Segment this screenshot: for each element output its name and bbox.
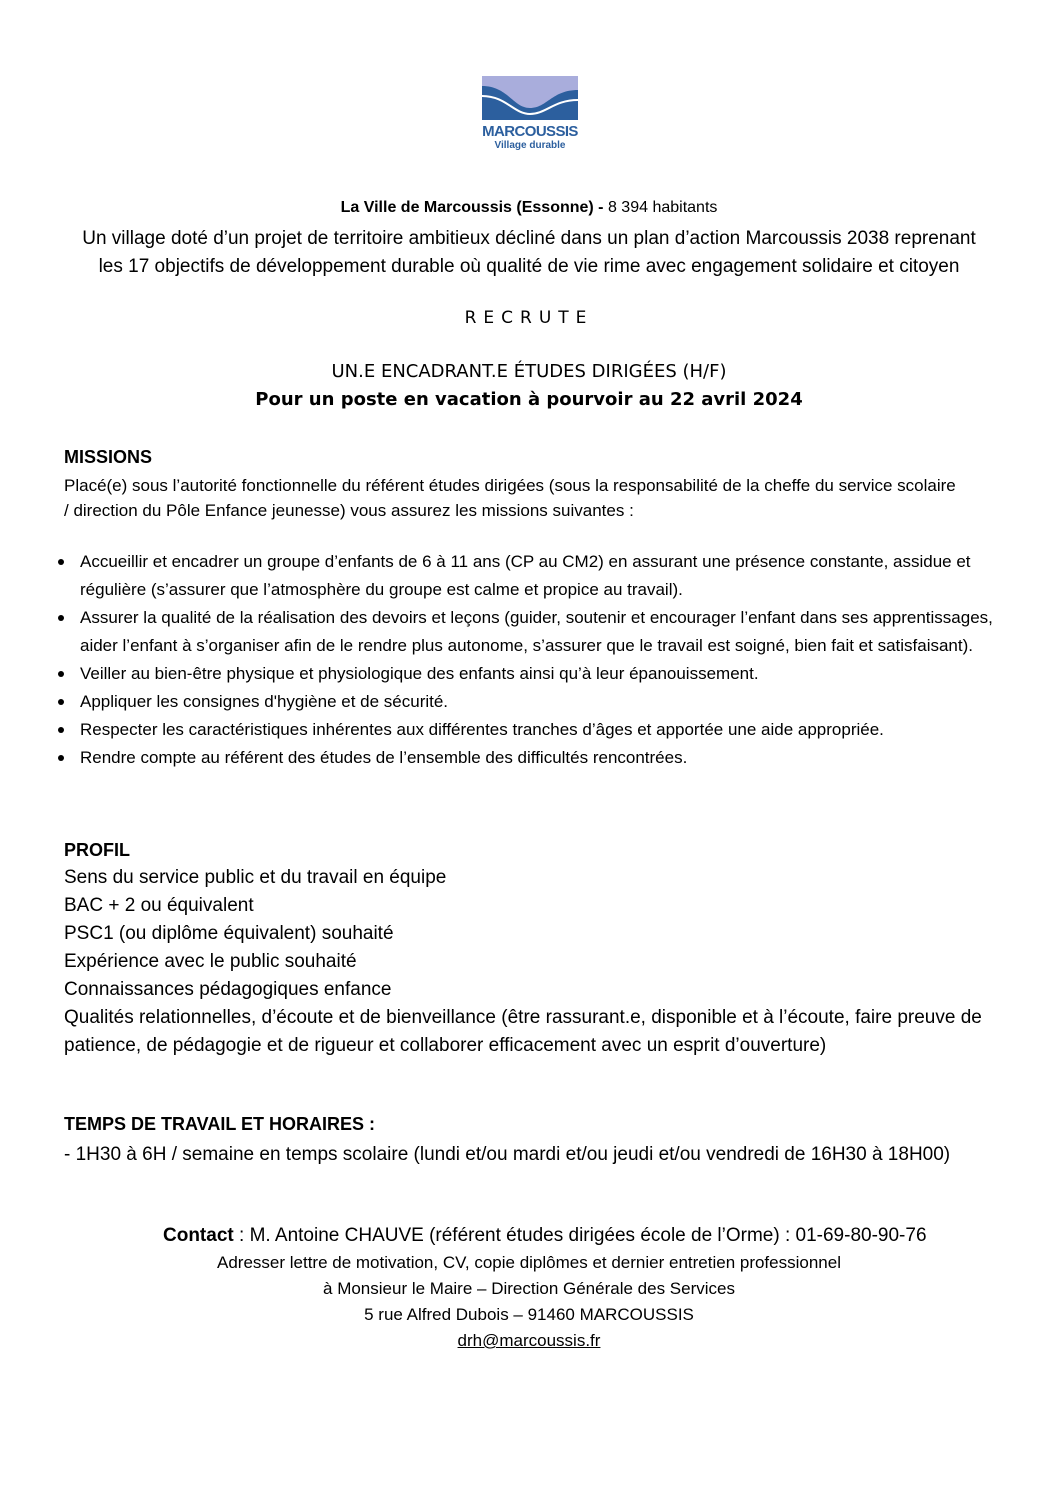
contact-address: 5 rue Alfred Dubois – 91460 MARCOUSSIS (364, 1305, 694, 1324)
bullet-icon (58, 727, 64, 733)
missions-title: MISSIONS (64, 447, 153, 467)
population: 8 394 habitants (603, 199, 718, 216)
mission-text: Rendre compte au référent des études de l’ensemble des difficultés rencontrées. (80, 748, 688, 767)
list-item (56, 744, 1006, 772)
profil-item: Qualités relationnelles, d’écoute et de bienveillance (être rassurant.e, disponible et à l’écoute, faire preuve de patience, de pédagogie et de rigueur et collaborer efficacement avec un esprit d’ouverture) (64, 1007, 982, 1056)
city-name: La Ville de Marcoussis (Essonne) - (340, 199, 604, 216)
marcoussis-logo (478, 76, 582, 168)
description-line-1: Un village doté d’un projet de territoire ambitieux décliné dans un plan d’action Marcoussis 2038 reprenant (82, 228, 976, 249)
job-title: UN.E ENCADRANT.E ÉTUDES DIRIGÉES (H/F) (331, 361, 727, 382)
mission-text: Respecter les caractéristiques inhérentes aux différentes tranches d’âges et apportée une aide appropriée. (80, 720, 884, 739)
list-item (56, 548, 1006, 604)
logo-name: MARCOUSSIS (482, 123, 578, 140)
missions-intro-line-2: / direction du Pôle Enfance jeunesse) vous assurez les missions suivantes : (64, 501, 634, 520)
job-subtitle: Pour un poste en vacation à pourvoir au 22 avril 2024 (255, 389, 803, 410)
contact-details: : M. Antoine CHAUVE (référent études dirigées école de l’Orme) : 01-69-80-90-76 (233, 1225, 927, 1246)
profil-item: PSC1 (ou diplôme équivalent) souhaité (64, 923, 394, 944)
bullet-icon (58, 615, 64, 621)
profil-title: PROFIL (64, 840, 130, 860)
mission-text: Appliquer les consignes d'hygiène et de sécurité. (80, 692, 449, 711)
contact-instructions: Adresser lettre de motivation, CV, copie diplômes et dernier entretien professionnel (217, 1253, 841, 1272)
contact-recipient: à Monsieur le Maire – Direction Générale des Services (323, 1279, 735, 1298)
profil-item: BAC + 2 ou équivalent (64, 895, 254, 916)
bullet-icon (58, 671, 64, 677)
contact-label: Contact (163, 1225, 234, 1246)
mission-text: Veiller au bien-être physique et physiologique des enfants ainsi qu’à leur épanouissement. (80, 664, 759, 683)
city-description (0, 225, 1058, 281)
recrute-heading: RECRUTE (464, 308, 594, 328)
profil-item: Connaissances pédagogiques enfance (64, 979, 392, 1000)
missions-list (56, 548, 1006, 772)
profil-item: Expérience avec le public souhaité (64, 951, 357, 972)
bullet-icon (58, 699, 64, 705)
bullet-icon (58, 755, 64, 761)
list-item (56, 688, 1006, 716)
contact-email-link[interactable]: drh@marcoussis.fr (457, 1331, 601, 1350)
city-intro (0, 199, 1058, 217)
description-line-2: les 17 objectifs de développement durable où qualité de vie rime avec engagement solidaire et citoyen (98, 256, 960, 277)
temps-text: - 1H30 à 6H / semaine en temps scolaire (lundi et/ou mardi et/ou jeudi et/ou vendredi de 16H30 à 18H00) (64, 1144, 951, 1165)
temps-title: TEMPS DE TRAVAIL ET HORAIRES : (64, 1114, 376, 1134)
list-item (56, 660, 1006, 688)
missions-intro-line-1: Placé(e) sous l’autorité fonctionnelle du référent études dirigées (sous la responsabilité de la cheffe du service scolaire (64, 476, 956, 495)
profil-item: Sens du service public et du travail en équipe (64, 867, 447, 888)
profil-list (64, 864, 1004, 1060)
logo-wave-icon (478, 76, 582, 124)
missions-intro (64, 473, 1004, 523)
logo-tagline: Village durable (494, 140, 566, 151)
mission-text: Assurer la qualité de la réalisation des devoirs et leçons (guider, soutenir et encourager l’enfant dans ses apprentissages, aider l’enfant à s’organiser afin de le rendre plus autonome, s’assurer que le travail est soigné, bien fait et satisfaisant). (80, 608, 993, 655)
list-item (56, 604, 1006, 660)
bullet-icon (58, 559, 64, 565)
mission-text: Accueillir et encadrer un groupe d’enfants de 6 à 11 ans (CP au CM2) en assurant une présence constante, assidue et régulière (s’assurer que l’atmosphère du groupe est calme et propice au travail). (80, 552, 971, 599)
contact-line (163, 1225, 927, 1247)
list-item (56, 716, 1006, 744)
